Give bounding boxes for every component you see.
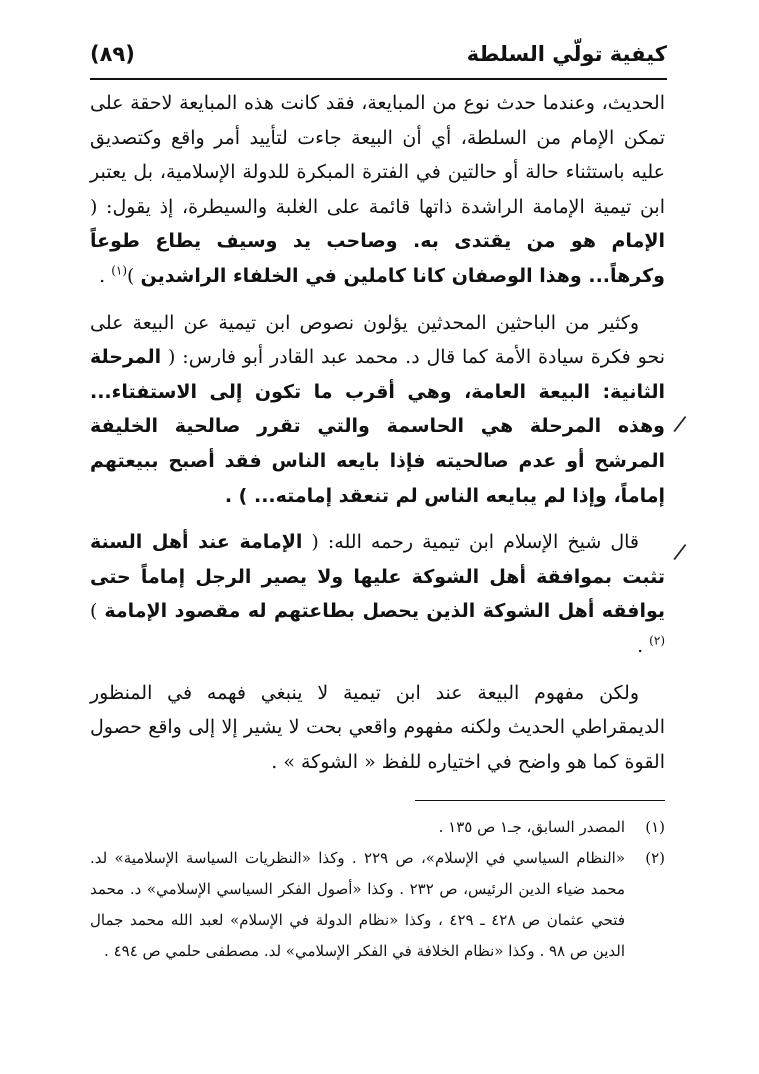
page-number: (٨٩) xyxy=(90,42,135,66)
main-text xyxy=(90,86,665,791)
paragraph-text: ) xyxy=(90,600,105,623)
paragraph-text: وكثير من الباحثين المحدثين يؤلون نصوص ابن تيمية عن البيعة على نحو فكرة سيادة الأمة كما قال د. محمد عبد القادر أبو فارس: ( xyxy=(90,311,665,369)
paragraph-text: ) xyxy=(127,264,141,287)
paragraph-4 xyxy=(90,676,665,780)
paragraph-text: قال شيخ الإسلام ابن تيمية رحمه الله: ( xyxy=(302,531,639,554)
footnote-rule xyxy=(415,800,665,801)
paragraph-text: ولكن مفهوم البيعة عند ابن تيمية لا ينبغي فهمه في المنظور الديمقراطي الحديث ولكنه مفهوم واقعي بحت لا يشير إلا إلى واقع حصول القوة كما هو واضح في اختياره للفظ « الشوكة » . xyxy=(90,681,665,773)
header-rule xyxy=(90,78,667,80)
paragraph-text: . xyxy=(637,634,650,657)
footnotes xyxy=(90,812,665,967)
footnote-text: «النظام السياسي في الإسلام»، ص ٢٢٩ . وكذا «النظريات السياسة الإسلامية» لد. محمد ضياء الدين الرئيس، ص ٢٣٢ . وكذا «أصول الفكر السياسي الإسلامي» د. محمد فتحي عثمان ص ٤٢٨ ـ ٤٢٩ ، وكذا «نظام الدولة في الإسلام» لعبد الله محمد جمال الدين ص ٩٨ . وكذا «نظام الخلافة في الفكر الإسلامي» لد. مصطفى حلمي ص ٤٩٤ . xyxy=(90,849,626,960)
footnote-1 xyxy=(90,812,665,843)
paragraph-1 xyxy=(90,86,665,294)
footnote-number: (١) xyxy=(645,818,665,836)
quotation-bold: الإمام هو من يقتدى به. وصاحب يد وسيف يطاع طوعاً وكرهاً... وهذا الوصفان كانا كاملين في الخلفاء الراشدين xyxy=(90,230,665,287)
footnote-ref-1[interactable]: (١) xyxy=(111,263,128,278)
paragraph-2 xyxy=(90,306,665,514)
paragraph-text: الحديث، وعندما حدث نوع من المبايعة، فقد كانت هذه المبايعة لاحقة على تمكن الإمام من السلطة، أي أن البيعة جاءت لتأييد أمر واقع وكتصديق عليه باستثناء حالة أو حالتين في الفترة المبكرة للدولة الإسلامية، بل يعتبر ابن تيمية الإمامة الراشدة ذاتها قائمة على الغلبة والسيطرة، إذ يقول: ( xyxy=(90,92,665,218)
footnote-2 xyxy=(90,843,665,967)
quotation-bold: المرحلة الثانية: البيعة العامة، وهي أقرب ما تكون إلى الاستفتاء... وهذه المرحلة هي الحاسمة والتي تقرر صالحية الخليفة المرشح أو عدم صالحيته فإذا بايعه الناس فقد أصبح ببيعتهم إماماً، وإذا لم يبايعه الناس لم تنعقد إمامته... ) . xyxy=(90,346,665,507)
margin-pencil-mark: / xyxy=(671,411,688,438)
paragraph-text: . xyxy=(99,264,112,287)
footnote-text: المصدر السابق، جـ١ ص ١٣٥ . xyxy=(438,818,625,836)
paragraph-3 xyxy=(90,525,665,663)
footnote-ref-2[interactable]: (٢) xyxy=(649,633,665,648)
margin-pencil-mark: / xyxy=(671,539,688,566)
quotation-bold: الإمامة عند أهل السنة تثبت بموافقة أهل الشوكة عليها ولا يصير الرجل إماماً حتى يوافقه أهل الشوكة الذين يحصل بطاعتهم له مقصود الإمامة xyxy=(90,531,665,623)
page-header xyxy=(90,38,667,74)
running-title: كيفية تولّي السلطة xyxy=(466,42,667,66)
footnote-number: (٢) xyxy=(645,849,665,867)
